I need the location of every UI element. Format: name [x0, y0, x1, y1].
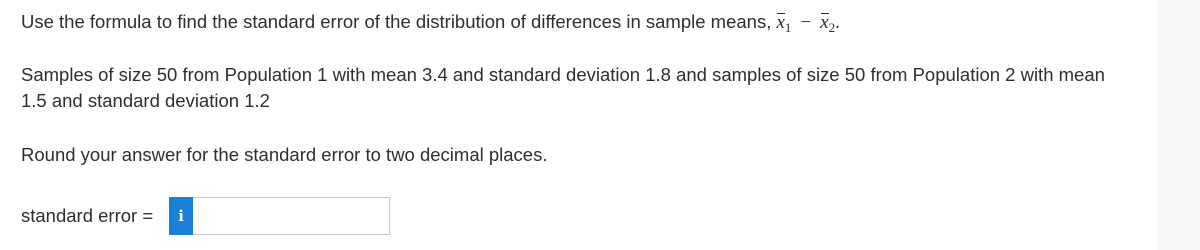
- standard-error-input[interactable]: [193, 197, 390, 235]
- question-intro: [21, 9, 840, 41]
- samples-description-line-2: 1.5 and standard deviation 1.2: [21, 90, 270, 111]
- question-intro-text: Use the formula to find the standard error of the distribution of differences in sample means,: [21, 11, 772, 32]
- subscript-1: 1: [784, 20, 792, 35]
- standard-error-label: standard error =: [21, 205, 154, 226]
- subscript-2: 2: [828, 20, 836, 35]
- answer-row: [21, 196, 390, 236]
- minus-sign: −: [800, 12, 812, 33]
- samples-description-line-1: Samples of size 50 from Population 1 with mean 3.4 and standard deviation 1.8 and samples of size 50 from Population 2 with mean: [21, 64, 1105, 85]
- xbar-1: x: [776, 10, 784, 36]
- info-icon[interactable]: [169, 197, 193, 235]
- right-gutter: [1158, 0, 1200, 250]
- formula-difference-of-means: [776, 12, 839, 33]
- rounding-instruction: Round your answer for the standard error to two decimal places.: [21, 144, 548, 165]
- formula-period: .: [835, 12, 840, 33]
- info-icon-glyph: i: [178, 207, 184, 225]
- xbar-2: x: [820, 10, 828, 36]
